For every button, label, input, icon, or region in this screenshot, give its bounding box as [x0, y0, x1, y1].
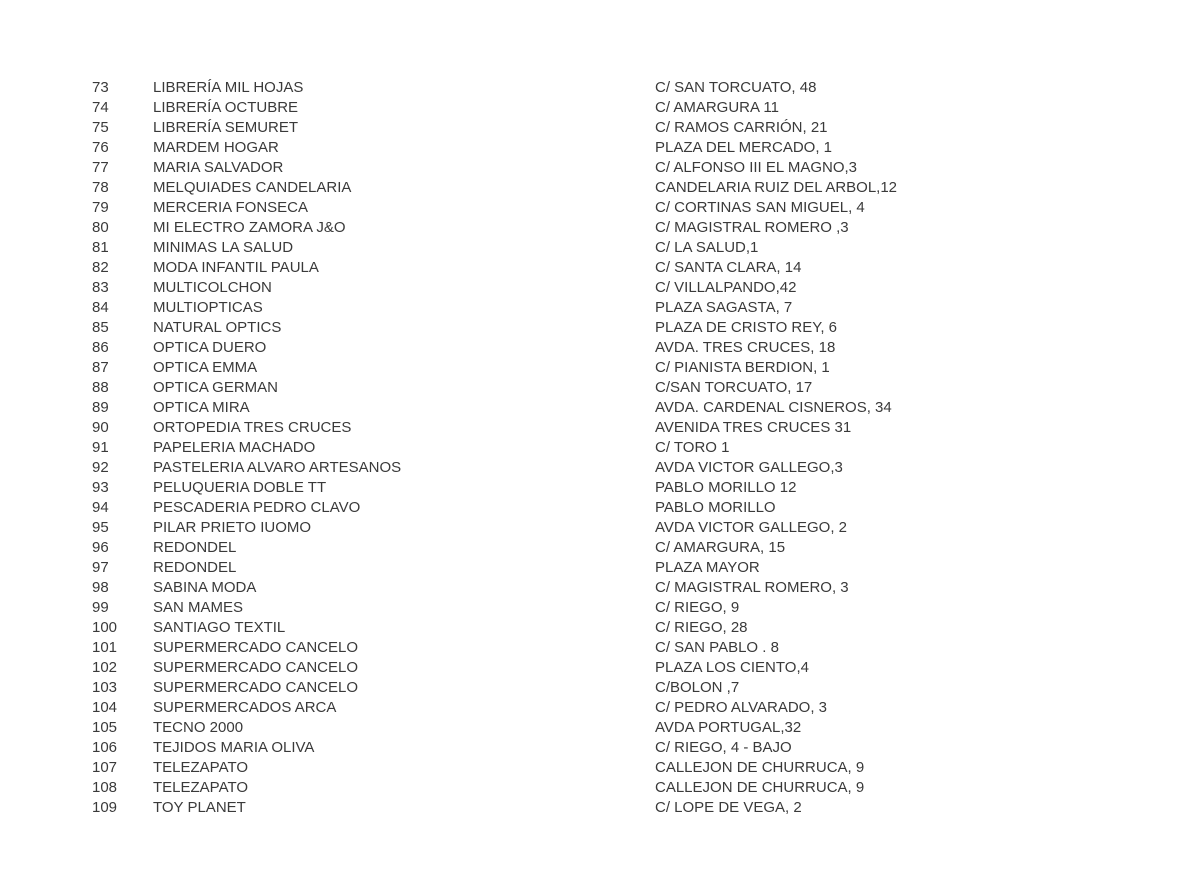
business-address: C/ SAN TORCUATO, 48 — [655, 79, 817, 96]
list-row — [0, 278, 1200, 298]
list-row — [0, 398, 1200, 418]
business-address: AVDA VICTOR GALLEGO,3 — [655, 459, 843, 476]
list-row — [0, 498, 1200, 518]
list-row — [0, 118, 1200, 138]
list-row — [0, 638, 1200, 658]
business-address: AVENIDA TRES CRUCES 31 — [655, 419, 852, 436]
business-address: C/ LA SALUD,1 — [655, 239, 759, 256]
business-name: REDONDEL — [153, 539, 237, 556]
business-address: PLAZA DEL MERCADO, 1 — [655, 139, 832, 156]
list-row — [0, 698, 1200, 718]
list-row — [0, 518, 1200, 538]
row-number: 106 — [92, 739, 118, 756]
row-number: 76 — [92, 139, 109, 156]
list-row — [0, 538, 1200, 558]
row-number: 109 — [92, 799, 118, 816]
list-row — [0, 718, 1200, 738]
business-name: SANTIAGO TEXTIL — [153, 619, 286, 636]
business-address: CANDELARIA RUIZ DEL ARBOL,12 — [655, 179, 898, 196]
list-row — [0, 178, 1200, 198]
row-number: 99 — [92, 599, 109, 616]
business-name: SUPERMERCADO CANCELO — [153, 679, 359, 696]
row-number: 90 — [92, 419, 109, 436]
business-address: CALLEJON DE CHURRUCA, 9 — [655, 759, 865, 776]
list-row — [0, 438, 1200, 458]
row-number: 107 — [92, 759, 118, 776]
row-number: 105 — [92, 719, 118, 736]
list-row — [0, 258, 1200, 278]
list-row — [0, 558, 1200, 578]
business-name: SAN MAMES — [153, 599, 244, 616]
list-row — [0, 218, 1200, 238]
business-address: C/ MAGISTRAL ROMERO ,3 — [655, 219, 849, 236]
list-row — [0, 738, 1200, 758]
row-number: 74 — [92, 99, 109, 116]
list-row — [0, 338, 1200, 358]
row-number: 93 — [92, 479, 109, 496]
business-name: MULTICOLCHON — [153, 279, 272, 296]
row-number: 96 — [92, 539, 109, 556]
business-name: SUPERMERCADOS ARCA — [153, 699, 337, 716]
list-row — [0, 658, 1200, 678]
row-number: 92 — [92, 459, 109, 476]
business-address: PABLO MORILLO — [655, 499, 776, 516]
row-number: 104 — [92, 699, 118, 716]
row-number: 83 — [92, 279, 109, 296]
row-number: 79 — [92, 199, 109, 216]
row-number: 94 — [92, 499, 109, 516]
business-name: OPTICA MIRA — [153, 399, 250, 416]
business-name: LIBRERÍA MIL HOJAS — [153, 79, 304, 96]
business-address: C/ RIEGO, 4 - BAJO — [655, 739, 792, 756]
business-address: C/ AMARGURA 11 — [655, 99, 779, 116]
business-name: PASTELERIA ALVARO ARTESANOS — [153, 459, 402, 476]
business-address: C/ RIEGO, 9 — [655, 599, 740, 616]
business-address: PLAZA DE CRISTO REY, 6 — [655, 319, 838, 336]
business-name: OPTICA EMMA — [153, 359, 258, 376]
business-address: PLAZA LOS CIENTO,4 — [655, 659, 809, 676]
row-number: 86 — [92, 339, 109, 356]
row-number: 101 — [92, 639, 118, 656]
row-number: 91 — [92, 439, 109, 456]
business-address: CALLEJON DE CHURRUCA, 9 — [655, 779, 865, 796]
business-name: TECNO 2000 — [153, 719, 244, 736]
business-name: MODA INFANTIL PAULA — [153, 259, 319, 276]
list-row — [0, 678, 1200, 698]
business-name: TELEZAPATO — [153, 779, 249, 796]
row-number: 108 — [92, 779, 118, 796]
business-name: ORTOPEDIA TRES CRUCES — [153, 419, 352, 436]
business-name: MULTIOPTICAS — [153, 299, 263, 316]
list-row — [0, 198, 1200, 218]
business-address: AVDA PORTUGAL,32 — [655, 719, 802, 736]
row-number: 75 — [92, 119, 109, 136]
business-name: NATURAL OPTICS — [153, 319, 282, 336]
list-row — [0, 98, 1200, 118]
business-name: LIBRERÍA SEMURET — [153, 119, 299, 136]
business-address: C/ RIEGO, 28 — [655, 619, 748, 636]
business-address: PABLO MORILLO 12 — [655, 479, 797, 496]
business-name: MARDEM HOGAR — [153, 139, 279, 156]
business-address: AVDA VICTOR GALLEGO, 2 — [655, 519, 848, 536]
list-row — [0, 418, 1200, 438]
business-name: SABINA MODA — [153, 579, 257, 596]
list-row — [0, 458, 1200, 478]
list-row — [0, 798, 1200, 818]
list-row — [0, 138, 1200, 158]
business-address: C/ VILLALPANDO,42 — [655, 279, 797, 296]
row-number: 73 — [92, 79, 109, 96]
list-row — [0, 378, 1200, 398]
row-number: 78 — [92, 179, 109, 196]
row-number: 89 — [92, 399, 109, 416]
row-number: 102 — [92, 659, 118, 676]
row-number: 95 — [92, 519, 109, 536]
business-address: C/SAN TORCUATO, 17 — [655, 379, 813, 396]
business-name: MERCERIA FONSECA — [153, 199, 309, 216]
business-address: C/ AMARGURA, 15 — [655, 539, 786, 556]
business-address: C/ MAGISTRAL ROMERO, 3 — [655, 579, 849, 596]
list-row — [0, 618, 1200, 638]
business-name: MELQUIADES CANDELARIA — [153, 179, 352, 196]
business-address: PLAZA SAGASTA, 7 — [655, 299, 793, 316]
row-number: 81 — [92, 239, 109, 256]
business-address: C/ RAMOS CARRIÓN, 21 — [655, 119, 828, 136]
business-address: C/ CORTINAS SAN MIGUEL, 4 — [655, 199, 865, 216]
list-row — [0, 238, 1200, 258]
business-name: MINIMAS LA SALUD — [153, 239, 294, 256]
business-address: C/ SAN PABLO . 8 — [655, 639, 779, 656]
business-name: PELUQUERIA DOBLE TT — [153, 479, 327, 496]
business-name: TEJIDOS MARIA OLIVA — [153, 739, 315, 756]
business-address: C/BOLON ,7 — [655, 679, 740, 696]
row-number: 82 — [92, 259, 109, 276]
business-address: C/ ALFONSO III EL MAGNO,3 — [655, 159, 857, 176]
row-number: 80 — [92, 219, 109, 236]
business-name: OPTICA GERMAN — [153, 379, 279, 396]
business-name: OPTICA DUERO — [153, 339, 267, 356]
list-row — [0, 778, 1200, 798]
business-name: SUPERMERCADO CANCELO — [153, 639, 359, 656]
list-row — [0, 158, 1200, 178]
list-row — [0, 758, 1200, 778]
list-row — [0, 478, 1200, 498]
business-address: C/ LOPE DE VEGA, 2 — [655, 799, 802, 816]
business-name: PILAR PRIETO IUOMO — [153, 519, 312, 536]
business-address: AVDA. CARDENAL CISNEROS, 34 — [655, 399, 892, 416]
business-name: PESCADERIA PEDRO CLAVO — [153, 499, 361, 516]
business-address: C/ PEDRO ALVARADO, 3 — [655, 699, 827, 716]
business-address: AVDA. TRES CRUCES, 18 — [655, 339, 836, 356]
list-row — [0, 298, 1200, 318]
business-name: TOY PLANET — [153, 799, 246, 816]
business-name: REDONDEL — [153, 559, 237, 576]
row-number: 77 — [92, 159, 109, 176]
row-number: 97 — [92, 559, 109, 576]
business-address: C/ PIANISTA BERDION, 1 — [655, 359, 830, 376]
row-number: 87 — [92, 359, 109, 376]
business-list — [0, 78, 1200, 818]
business-name: TELEZAPATO — [153, 759, 249, 776]
row-number: 100 — [92, 619, 118, 636]
business-name: LIBRERÍA OCTUBRE — [153, 99, 299, 116]
business-address: C/ TORO 1 — [655, 439, 730, 456]
row-number: 88 — [92, 379, 109, 396]
business-address: PLAZA MAYOR — [655, 559, 760, 576]
list-row — [0, 578, 1200, 598]
list-row — [0, 358, 1200, 378]
business-name: MARIA SALVADOR — [153, 159, 284, 176]
row-number: 103 — [92, 679, 118, 696]
row-number: 98 — [92, 579, 109, 596]
business-address: C/ SANTA CLARA, 14 — [655, 259, 802, 276]
row-number: 85 — [92, 319, 109, 336]
business-name: MI ELECTRO ZAMORA J&O — [153, 219, 346, 236]
business-name: SUPERMERCADO CANCELO — [153, 659, 359, 676]
list-row — [0, 598, 1200, 618]
row-number: 84 — [92, 299, 109, 316]
business-name: PAPELERIA MACHADO — [153, 439, 316, 456]
list-row — [0, 318, 1200, 338]
list-row — [0, 78, 1200, 98]
